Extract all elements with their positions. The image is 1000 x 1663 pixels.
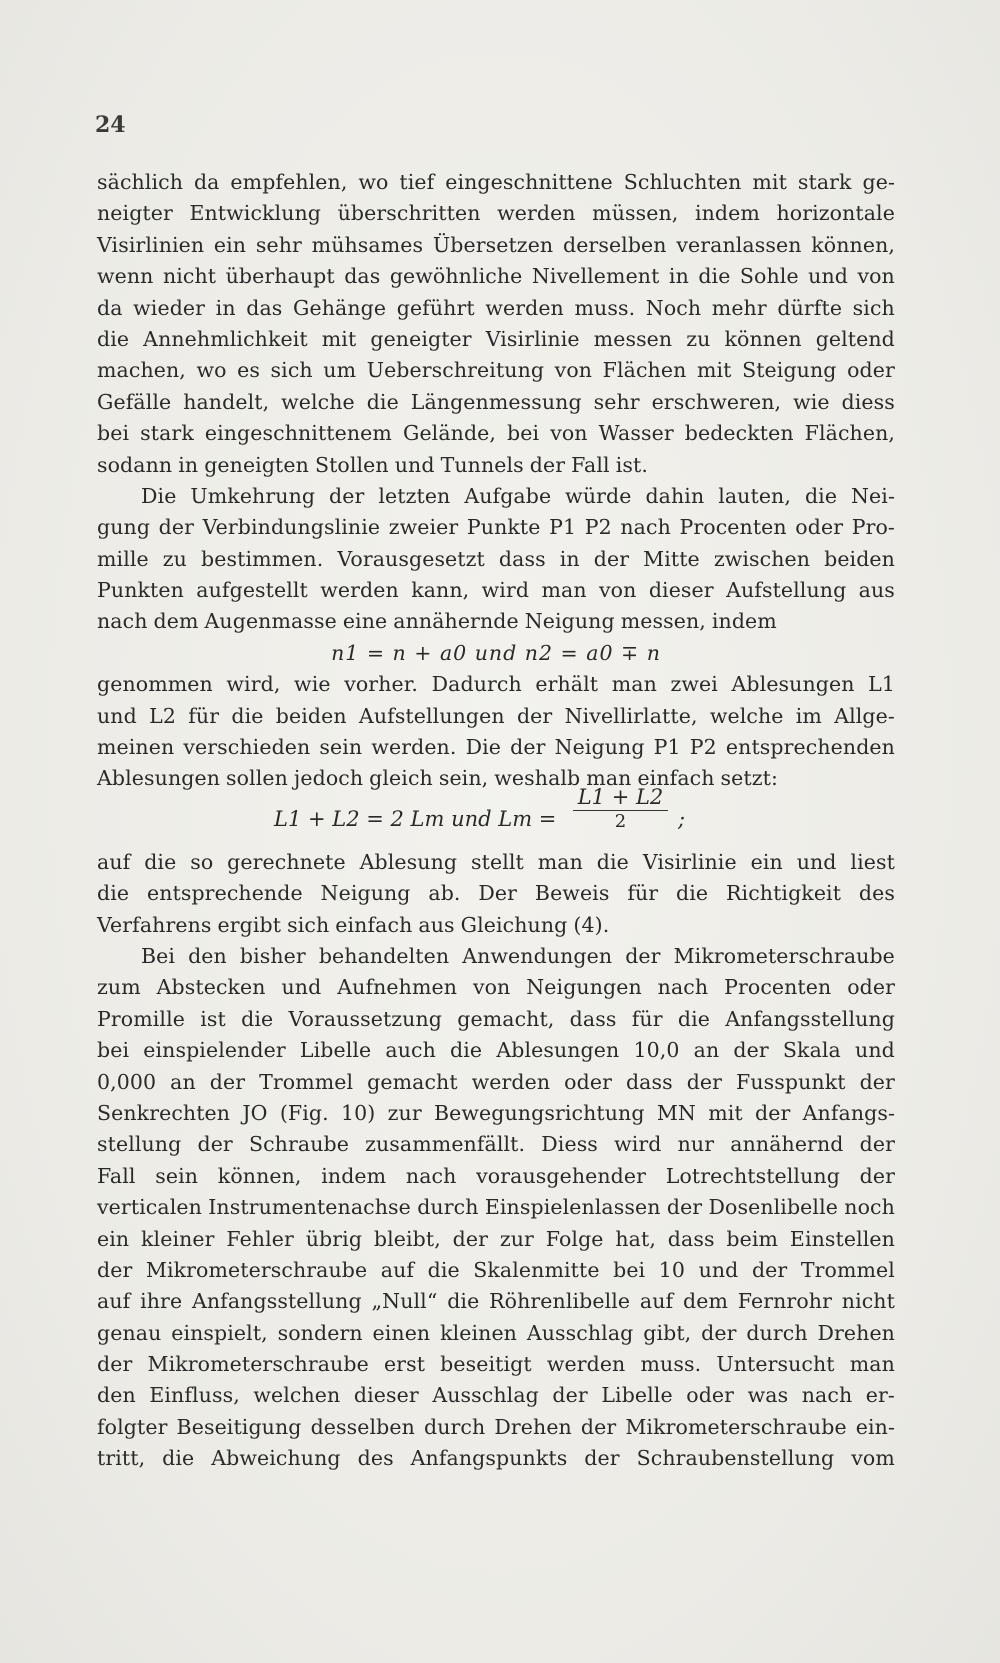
text-line: Promille ist die Voraussetzung gemacht, dass für die Anfangsstellung <box>97 1006 895 1031</box>
text-line: mille zu bestimmen. Vorausgesetzt dass in der Mitte zwischen beiden <box>97 546 895 571</box>
text-line: die entsprechende Neigung ab. Der Beweis für die Richtigkeit des <box>97 881 895 906</box>
text-line: Verfahrens ergibt sich einfach aus Gleichung (4). <box>97 912 610 937</box>
text-line: bei stark eingeschnittenem Gelände, bei von Wasser bedeckten Flächen, <box>97 421 895 446</box>
text-line: der Mikrometerschraube auf die Skalenmitte bei 10 und der Trommel <box>97 1257 895 1282</box>
text-line: genommen wird, wie vorher. Dadurch erhält man zwei Ablesungen L1 <box>97 672 895 697</box>
text-line: folgter Beseitigung desselben durch Drehen der Mikrometerschraube ein- <box>97 1414 895 1439</box>
equation-semicolon: ; <box>678 806 686 831</box>
equation-fraction <box>573 785 668 832</box>
text-line: der Mikrometerschraube erst beseitigt werden muss. Untersucht man <box>97 1352 895 1377</box>
text-line: sächlich da empfehlen, wo tief eingeschnittene Schluchten mit stark ge- <box>97 170 895 194</box>
text-line: Gefälle handelt, welche die Längenmessung sehr erschweren, wie diess <box>97 389 895 414</box>
equation-lhs: L1 + L2 = 2 Lm und Lm = <box>274 806 557 831</box>
text-line: sodann in geneigten Stollen und Tunnels der Fall ist. <box>97 452 648 477</box>
text-line: meinen verschieden sein werden. Die der Neigung P1 P2 entsprechenden <box>97 735 895 760</box>
fraction-numerator: L1 + L2 <box>573 785 668 811</box>
text-line: den Einfluss, welchen dieser Ausschlag der Libelle oder was nach er- <box>97 1383 895 1408</box>
text-line: Senkrechten JO (Fig. 10) zur Bewegungsrichtung MN mit der Anfangs- <box>97 1100 895 1125</box>
text-line: tritt, die Abweichung des Anfangspunkts der Schraubenstellung vom <box>97 1446 895 1471</box>
text-line: gung der Verbindungslinie zweier Punkte P1 P2 nach Procenten oder Pro- <box>97 515 895 540</box>
text-line: Punkten aufgestellt werden kann, wird man von dieser Aufstellung aus <box>97 578 895 603</box>
text-line: genau einspielt, sondern einen kleinen Ausschlag gibt, der durch Drehen <box>97 1320 895 1345</box>
text-line: auf ihre Anfangsstellung „Null“ die Röhrenlibelle auf dem Fernrohr nicht <box>97 1289 895 1314</box>
text-line: da wieder in das Gehänge geführt werden muss. Noch mehr dürfte sich <box>97 295 895 320</box>
text-line: 0,000 an der Trommel gemacht werden oder dass der Fusspunkt der <box>97 1069 895 1094</box>
text-line: Bei den bisher behandelten Anwendungen der Mikrometerschraube <box>141 943 895 968</box>
text-line: neigter Entwicklung überschritten werden müssen, indem horizontale <box>97 201 895 226</box>
body-text <box>97 167 895 1475</box>
text-line: nach dem Augenmasse eine annähernde Neigung messen, indem <box>97 609 777 634</box>
text-line: ein kleiner Fehler übrig bleibt, der zur Folge hat, dass beim Einstellen <box>97 1226 895 1251</box>
text-line: Fall sein können, indem nach vorausgehender Lotrechtstellung der <box>97 1163 895 1188</box>
text-line: machen, wo es sich um Ueberschreitung von Flächen mit Steigung oder <box>97 358 895 383</box>
text-line: wenn nicht überhaupt das gewöhnliche Nivellement in die Sohle und von <box>97 264 895 289</box>
text-line: Ablesungen sollen jedoch gleich sein, weshalb man einfach setzt: <box>97 766 778 791</box>
text-line: verticalen Instrumentenachse durch Einspielenlassen der Dosenlibelle noch <box>97 1195 895 1220</box>
text-line: auf die so gerechnete Ablesung stellt man die Visirlinie ein und liest <box>97 849 895 874</box>
page-number: 24 <box>95 112 126 138</box>
text-line: Die Umkehrung der letzten Aufgabe würde dahin lauten, die Nei- <box>141 483 895 508</box>
equation-line: n1 = n + a0 und n2 = a0 ∓ n <box>331 640 661 665</box>
text-line: Visirlinien ein sehr mühsames Übersetzen derselben veranlassen können, <box>97 232 895 257</box>
text-line: stellung der Schraube zusammenfällt. Diess wird nur annähernd der <box>97 1132 895 1157</box>
fraction-denominator: 2 <box>614 810 627 832</box>
equation-mean-reading <box>97 784 895 847</box>
text-line: und L2 für die beiden Aufstellungen der Nivellirlatte, welche im Allge- <box>97 703 895 728</box>
text-line: zum Abstecken und Aufnehmen von Neigungen nach Procenten oder <box>97 975 895 1000</box>
text-line: bei einspielender Libelle auch die Ablesungen 10,0 an der Skala und <box>97 1038 895 1063</box>
text-line: die Annehmlichkeit mit geneigter Visirlinie messen zu können geltend <box>97 326 895 351</box>
